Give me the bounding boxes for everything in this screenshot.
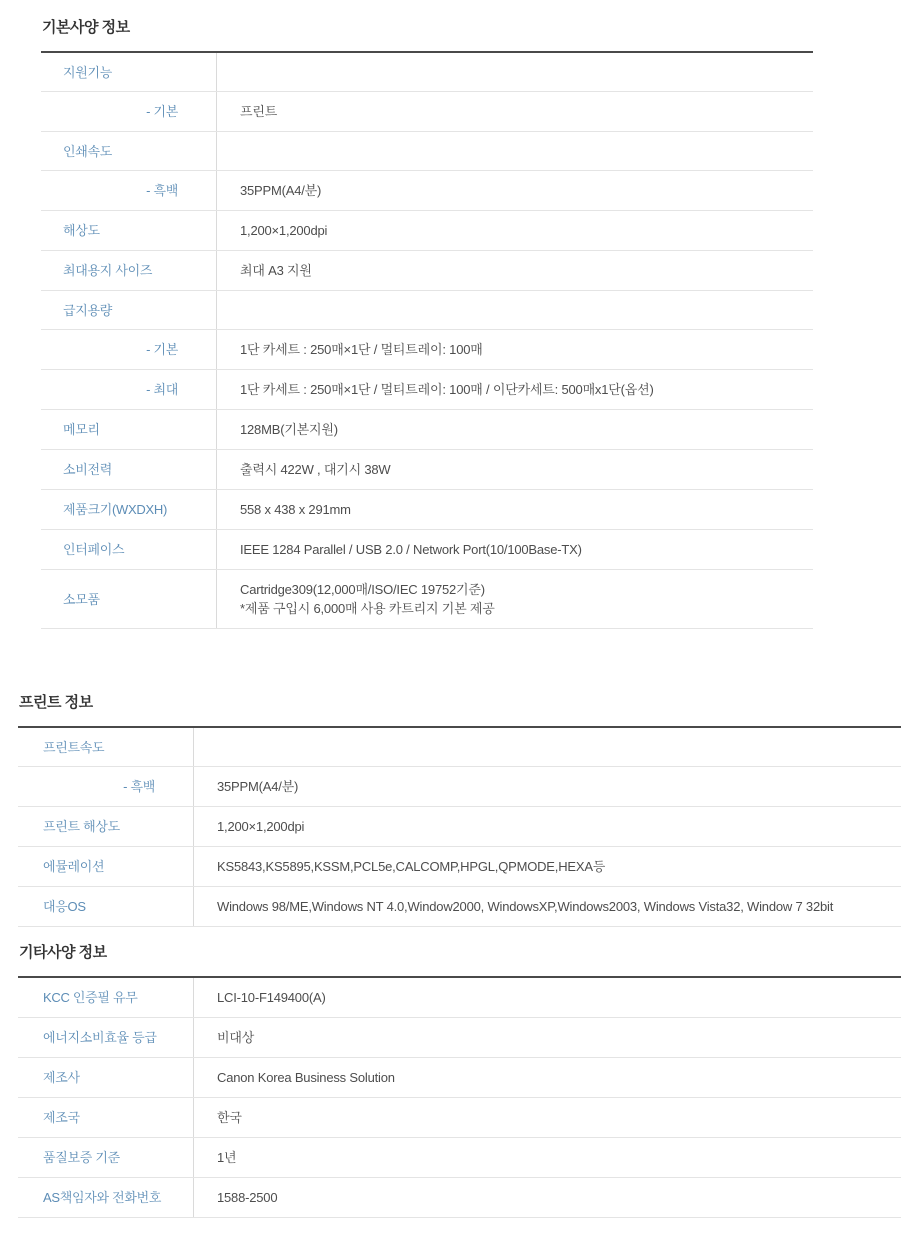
spec-value [194,728,901,766]
spec-value: IEEE 1284 Parallel / USB 2.0 / Network Port(10/100Base-TX) [240,542,582,557]
spec-row [18,978,901,1018]
spec-value [217,132,813,170]
print-specs-table [18,726,901,927]
spec-row [41,132,813,171]
etc-specs-title: 기타사양 정보 [19,944,107,961]
spec-value: 1년 [217,1150,237,1165]
spec-label: 해상도 [41,211,217,250]
section-etc-specs [18,943,901,1218]
basic-specs-title: 기본사양 정보 [42,19,130,36]
spec-label: 대응OS [18,887,194,926]
spec-subrow [41,92,813,132]
spec-row [18,1098,901,1138]
spec-label: 에뮬레이션 [18,847,194,886]
spec-row [18,887,901,927]
spec-label: 제조국 [18,1098,194,1137]
spec-value: 1,200×1,200dpi [240,223,328,238]
spec-label: - 최대 [41,370,217,409]
section-basic-specs [41,18,813,629]
spec-value: Canon Korea Business Solution [217,1070,395,1085]
spec-subrow [41,330,813,370]
spec-value: Windows 98/ME,Windows NT 4.0,Window2000, WindowsXP,Windows2003, Windows Vista32, Window 7 32bit [217,899,834,914]
spec-row [41,490,813,530]
section-print-specs [18,693,901,927]
print-specs-title: 프린트 정보 [19,694,93,711]
spec-value: 1단 카세트 : 250매×1단 / 멀티트레이: 100매 / 이단카세트: 500매x1단(옵션) [240,382,654,397]
spec-label: KCC 인증필 유무 [18,978,194,1017]
spec-label: 메모리 [41,410,217,449]
spec-label: AS책임자와 전화번호 [18,1178,194,1217]
spec-row [41,530,813,570]
spec-label: 급지용량 [41,291,217,329]
spec-subrow [18,767,901,807]
spec-row [41,53,813,92]
spec-label: 에너지소비효율 등급 [18,1018,194,1057]
spec-value: 35PPM(A4/분) [240,183,322,198]
spec-value: 프린트 [240,104,278,119]
spec-row [18,1178,901,1218]
spec-subrow [41,370,813,410]
spec-row [18,807,901,847]
spec-label: - 기본 [41,330,217,369]
spec-label: 소모품 [41,570,217,628]
etc-specs-table [18,976,901,1218]
spec-row [41,410,813,450]
spec-label: - 기본 [41,92,217,131]
spec-label: - 흑백 [41,171,217,210]
spec-value: 1단 카세트 : 250매×1단 / 멀티트레이: 100매 [240,342,483,357]
spec-value: 출력시 422W , 대기시 38W [240,462,391,477]
spec-label: 제조사 [18,1058,194,1097]
product-spec-page [0,18,901,1218]
spec-label: 프린트속도 [18,728,194,766]
spec-row [41,211,813,251]
spec-row [41,570,813,629]
spec-row [41,291,813,330]
spec-value: 558 x 438 x 291mm [240,502,351,517]
spec-value: 한국 [217,1110,242,1125]
spec-row [18,847,901,887]
spec-row [18,728,901,767]
spec-label: 최대용지 사이즈 [41,251,217,290]
spec-value: 최대 A3 지원 [240,263,312,278]
spec-row [41,450,813,490]
spec-value [217,53,813,91]
spec-value: Cartridge309(12,000매/ISO/IEC 19752기준) *제품 구입시 6,000매 사용 카트리지 기본 제공 [240,582,495,616]
spec-label: - 흑백 [18,767,194,806]
spec-label: 품질보증 기준 [18,1138,194,1177]
basic-specs-table [41,51,813,629]
spec-label: 제품크기(WXDXH) [41,490,217,529]
spec-value: KS5843,KS5895,KSSM,PCL5e,CALCOMP,HPGL,QPMODE,HEXA등 [217,859,606,874]
spec-row [18,1018,901,1058]
spec-value: 35PPM(A4/분) [217,779,299,794]
spec-label: 소비전력 [41,450,217,489]
spec-label: 지원기능 [41,53,217,91]
spec-value [217,291,813,329]
spec-value: LCI-10-F149400(A) [217,990,326,1005]
spec-row [18,1138,901,1178]
spec-value: 1588-2500 [217,1190,278,1205]
spec-label: 프린트 해상도 [18,807,194,846]
spec-label: 인쇄속도 [41,132,217,170]
spec-row [18,1058,901,1098]
spec-value: 비대상 [217,1030,255,1045]
spec-subrow [41,171,813,211]
spec-value: 128MB(기본지원) [240,422,338,437]
spec-row [41,251,813,291]
spec-value: 1,200×1,200dpi [217,819,305,834]
spec-label: 인터페이스 [41,530,217,569]
